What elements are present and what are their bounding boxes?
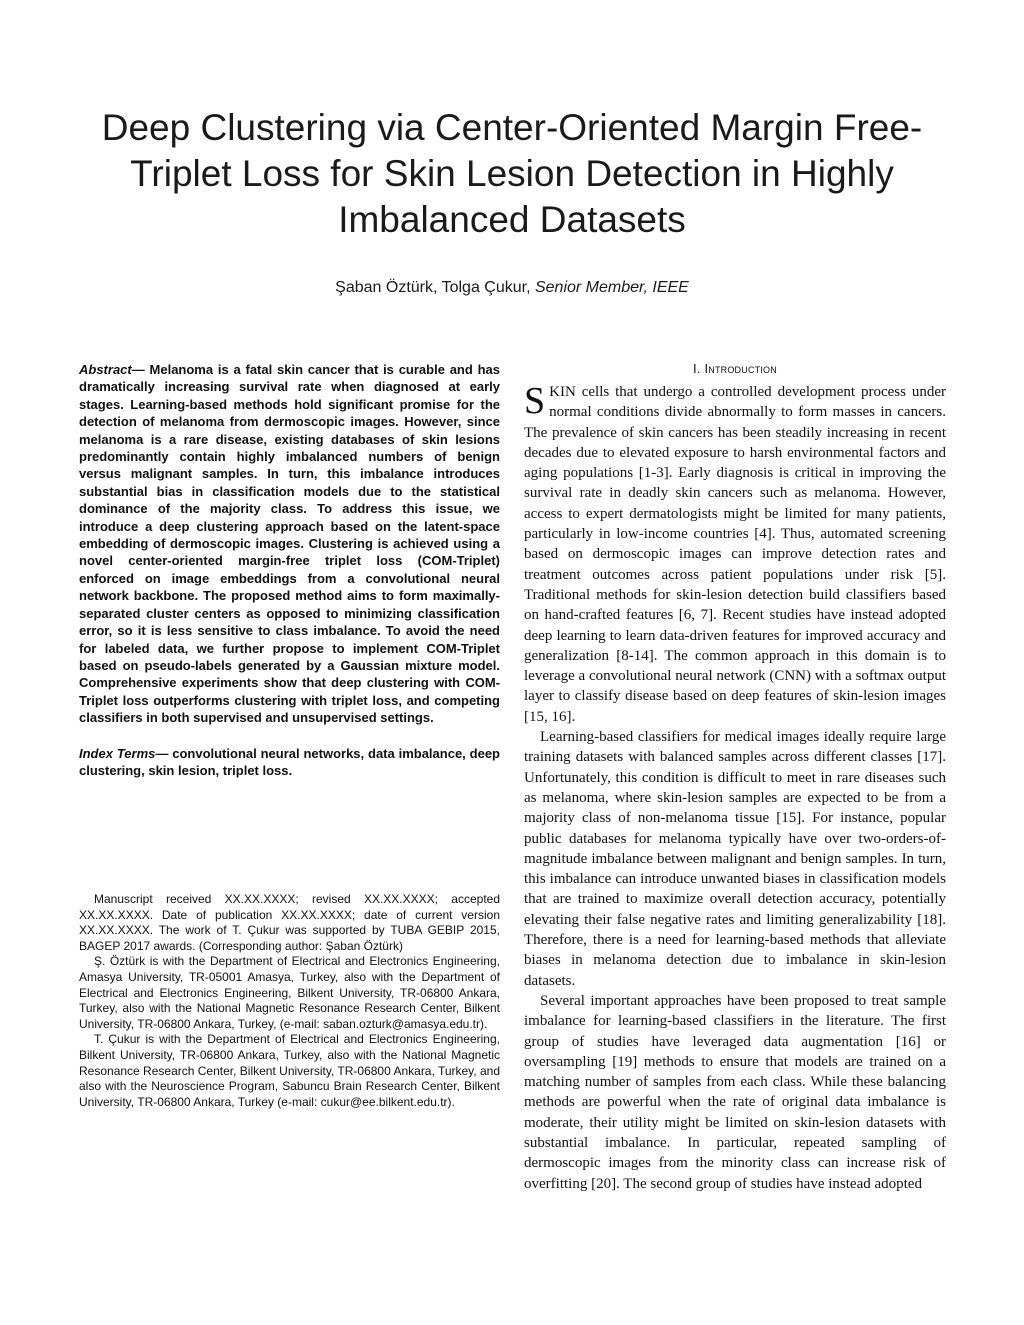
right-column [524, 361, 946, 1194]
intro-paragraph-1-text: KIN cells that undergo a controlled development process under normal conditions divide abnormally to form masses in cancers. The prevalence of skin cancers has been steadily increasing in recent decades due to elevated exposure to harsh environmental factors and aging populations [1-3]. Early diagnosis is critical in improving the survival rate in deadly skin cancers such as melanoma. However, access to expert dermatologists might be limited for many patients, particularly in low-income countries [4]. Thus, automated screening based on dermoscopic images can improve detection rates and treatment outcomes across patient populations under risk [5]. Traditional methods for skin-lesion detection build classifiers based on hand-crafted features [6, 7]. Recent studies have instead adopted deep learning to learn data-driven features for improved accuracy and generalization [8-14]. The common approach in this domain is to leverage a convolutional neural network (CNN) with a softmax output layer to classify disease based on deep features of skin-lesion images [15, 16]. [524, 384, 946, 725]
intro-paragraph-1 [524, 382, 946, 727]
section-title: Introduction [704, 361, 777, 376]
introduction-body [524, 382, 946, 1194]
section-numeral: I. [693, 361, 705, 376]
intro-paragraph-2: Learning-based classifiers for medical images ideally require large training datasets with balanced samples across different classes [17]. Unfortunately, this condition is difficult to meet in rare diseases such as melanoma, where skin-lesion samples are expected to be from a majority class of non-melanoma tissue [15]. For instance, popular public databases for melanoma typically have over two-orders-of-magnitude imbalance between malignant and benign samples. In turn, this imbalance can introduce unwanted biases in classification models that are trained to maximize overall detection accuracy, potentially elevating their false negative rates and limiting generalizability [18]. Therefore, there is a need for learning-based methods that alleviate biases in melanoma detection due to imbalance in skin-lesion datasets. [524, 729, 946, 989]
abstract-text: Melanoma is a fatal skin cancer that is curable and has dramatically increasing survival rate when diagnosed at early stages. Learning-based methods hold significant promise for the detection of melanoma from dermoscopic images. However, since melanoma is a rare disease, existing databases of skin lesions predominantly contain highly imbalanced numbers of benign versus malignant samples. In turn, this imbalance introduces substantial bias in classification models due to the statistical dominance of the majority class. To address this issue, we introduce a deep clustering approach based on the latent-space embedding of dermoscopic images. Clustering is achieved using a novel center-oriented margin-free triplet loss (COM-Triplet) enforced on image embeddings from a convolutional neural network backbone. The proposed method aims to form maximally-separated cluster centers as opposed to minimizing classification error, so it is less sensitive to class imbalance. To avoid the need for labeled data, we further propose to implement COM-Triplet based on pseudo-labels generated by a Gaussian mixture model. Comprehensive experiments show that deep clustering with COM-Triplet loss outperforms clustering with triplet loss, and competing classifiers in both supervised and unsupervised settings. [79, 362, 500, 726]
index-terms-text: convolutional neural networks, data imbalance, deep clustering, skin lesion, triplet loss. [79, 745, 500, 778]
abstract [79, 361, 500, 727]
abstract-label: Abstract— [79, 362, 145, 377]
author-names: Şaban Öztürk, Tolga Çukur, [335, 279, 531, 296]
footnote-manuscript: Manuscript received XX.XX.XXXX; revised XX.XX.XXXX; accepted XX.XX.XXXX. Date of publication XX.XX.XXXX; date of current version XX.XX.XXXX. The work of T. Çukur was supported by TUBA GEBIP 2015, BAGEP 2017 awards. (Corresponding author: Şaban Öztürk) [79, 892, 500, 953]
paper-title: Deep Clustering via Center-Oriented Margin Free-Triplet Loss for Skin Lesion Detection in Highly Imbalanced Datasets [101, 107, 923, 240]
footnote-author-ozturk: Ş. Öztürk is with the Department of Electrical and Electronics Engineering, Amasya University, TR-05001 Amasya, Turkey, also with the Department of Electrical and Electronics Engineering, Bilkent University, TR-06800 Ankara, Turkey, also with the National Magnetic Resonance Research Center, Bilkent University, TR-06800 Ankara, Turkey, (e-mail: saban.ozturk@amasya.edu.tr). [79, 954, 500, 1031]
author-membership: Senior Member, IEEE [534, 279, 689, 296]
footnote-author-cukur: T. Çukur is with the Department of Electrical and Electronics Engineering, Bilkent University, TR-06800 Ankara, Turkey, also with the National Magnetic Resonance Research Center, Bilkent University, TR-06800 Ankara, Turkey, and also with the Neuroscience Program, Sabuncu Brain Research Center, Bilkent University, TR-06800 Ankara, Turkey (e-mail: cukur@ee.bilkent.edu.tr). [79, 1032, 500, 1109]
drop-cap: S [524, 380, 546, 422]
section-heading-introduction [524, 361, 946, 376]
footnotes [79, 892, 500, 1110]
index-terms [79, 745, 500, 780]
author-line [60, 278, 964, 298]
index-terms-label: Index Terms— [79, 745, 169, 761]
left-column [79, 361, 500, 779]
intro-paragraph-3: Several important approaches have been proposed to treat sample imbalance for learning-based classifiers in the literature. The first group of studies have leveraged data augmentation [16] or oversampling [19] methods to ensure that models are trained on a matching number of samples from each class. While these balancing methods are powerful when the rate of original data imbalance is moderate, their utility might be limited on skin-lesion datasets with substantial imbalance. In particular, repeated sampling of dermoscopic images from the minority class can increase risk of overfitting [20]. The second group of studies have instead adopted [524, 992, 946, 1192]
